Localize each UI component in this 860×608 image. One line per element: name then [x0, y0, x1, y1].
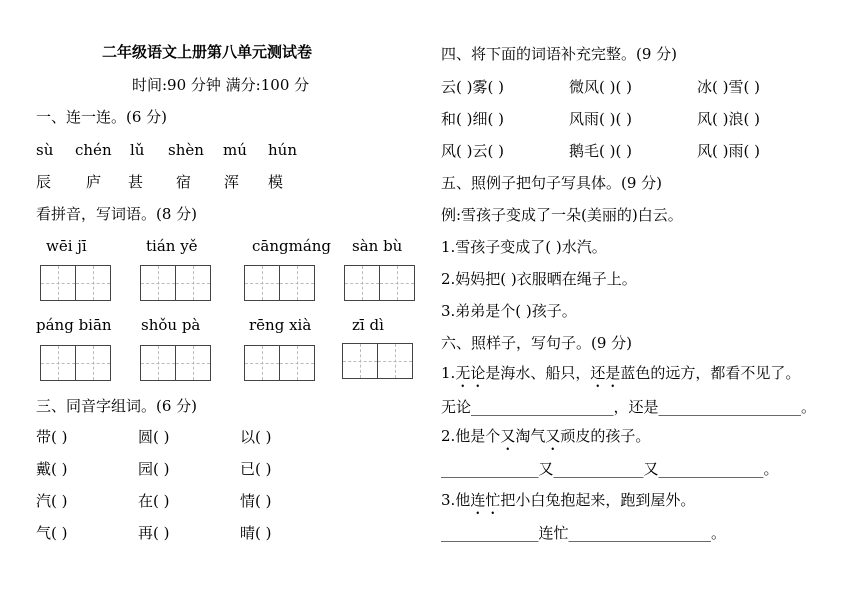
- writing-grid[interactable]: [140, 345, 211, 381]
- model-sentence: [441, 427, 650, 454]
- homophone-item: 园( ): [138, 460, 170, 478]
- model-sentence: [441, 364, 800, 391]
- writing-grid[interactable]: [342, 343, 413, 379]
- model-text: 2.他是个: [441, 427, 501, 445]
- section-4-heading: 四、将下面的词语补充完整。(9 分): [441, 45, 678, 63]
- answer-line[interactable]: _____________又____________又______________。: [441, 460, 779, 478]
- homophone-item: 气( ): [36, 524, 68, 542]
- keyword: 连忙: [470, 491, 501, 509]
- homophone-item: 圆( ): [138, 428, 170, 446]
- char-item: 浑: [224, 173, 240, 191]
- pinyin-prompt: zī dì: [352, 316, 384, 334]
- writing-grid[interactable]: [244, 265, 315, 301]
- pinyin-prompt: cāngmáng: [252, 237, 332, 255]
- pinyin-item: lǔ: [130, 141, 145, 159]
- sentence-item: 2.妈妈把( )衣服晒在绳子上。: [441, 270, 637, 288]
- writing-grid[interactable]: [244, 345, 315, 381]
- idiom-item: 云( )雾( ): [441, 78, 504, 96]
- section-1-heading: 一、连一连。(6 分): [36, 108, 168, 126]
- model-text: 蓝色的远方，都看不见了。: [620, 364, 801, 382]
- homophone-item: 情( ): [240, 492, 272, 510]
- keyword: 还是: [590, 364, 621, 382]
- example-sentence: 例:雪孩子变成了一朵(美丽的)白云。: [441, 206, 683, 224]
- pinyin-prompt: páng biān: [36, 316, 112, 334]
- sentence-item: 3.弟弟是个( )孩子。: [441, 302, 577, 320]
- homophone-item: 戴( ): [36, 460, 68, 478]
- section-5-heading: 五、照例子把句子写具体。(9 分): [441, 174, 663, 192]
- idiom-item: 风雨( )( ): [569, 110, 632, 128]
- answer-line[interactable]: _____________连忙___________________。: [441, 524, 727, 542]
- pinyin-item: chén: [75, 141, 112, 159]
- model-text: 是海水、船只，: [485, 364, 591, 382]
- homophone-item: 以( ): [240, 428, 272, 446]
- homophone-item: 汽( ): [36, 492, 68, 510]
- keyword: 又: [545, 427, 561, 445]
- pinyin-prompt: rēng xià: [249, 316, 312, 334]
- pinyin-prompt: shǒu pà: [141, 316, 201, 334]
- model-sentence: [441, 491, 695, 518]
- pinyin-prompt: wēi jī: [46, 237, 87, 255]
- model-text: 顽皮的孩子。: [560, 427, 651, 445]
- exam-info: 时间:90 分钟 满分:100 分: [132, 76, 310, 94]
- pinyin-item: hún: [268, 141, 297, 159]
- idiom-item: 和( )细( ): [441, 110, 504, 128]
- homophone-item: 再( ): [138, 524, 170, 542]
- page-title: 二年级语文上册第八单元测试卷: [102, 43, 313, 61]
- idiom-item: 风( )云( ): [441, 142, 504, 160]
- char-item: 甚: [128, 173, 144, 191]
- pinyin-item: sù: [36, 141, 54, 159]
- idiom-item: 鹅毛( )( ): [569, 142, 632, 160]
- char-item: 辰: [36, 173, 52, 191]
- pinyin-prompt: sàn bù: [352, 237, 403, 255]
- section-3-heading: 三、同音字组词。(6 分): [36, 397, 198, 415]
- pinyin-prompt: tián yě: [146, 237, 198, 255]
- writing-grid[interactable]: [344, 265, 415, 301]
- writing-grid[interactable]: [40, 265, 111, 301]
- char-item: 宿: [176, 173, 192, 191]
- idiom-item: 微风( )( ): [569, 78, 632, 96]
- section-2-heading: 看拼音，写词语。(8 分): [36, 205, 198, 223]
- idiom-item: 风( )浪( ): [697, 110, 760, 128]
- writing-grid[interactable]: [40, 345, 111, 381]
- idiom-item: 冰( )雪( ): [697, 78, 760, 96]
- char-item: 模: [268, 173, 284, 191]
- model-text: 3.他: [441, 491, 471, 509]
- writing-grid[interactable]: [140, 265, 211, 301]
- model-text: 淘气: [515, 427, 546, 445]
- sentence-item: 1.雪孩子变成了( )水汽。: [441, 238, 607, 256]
- homophone-item: 带( ): [36, 428, 68, 446]
- char-item: 庐: [86, 173, 102, 191]
- model-text: 1.: [441, 364, 456, 382]
- keyword: 无论: [455, 364, 486, 382]
- homophone-item: 已( ): [240, 460, 272, 478]
- homophone-item: 在( ): [138, 492, 170, 510]
- model-text: 把小白兔抱起来，跑到屋外。: [500, 491, 696, 509]
- homophone-item: 晴( ): [240, 524, 272, 542]
- answer-line[interactable]: 无论___________________，还是___________________。: [441, 398, 817, 416]
- pinyin-item: mú: [223, 141, 247, 159]
- keyword: 又: [500, 427, 516, 445]
- section-6-heading: 六、照样子，写句子。(9 分): [441, 334, 633, 352]
- pinyin-item: shèn: [168, 141, 204, 159]
- idiom-item: 风( )雨( ): [697, 142, 760, 160]
